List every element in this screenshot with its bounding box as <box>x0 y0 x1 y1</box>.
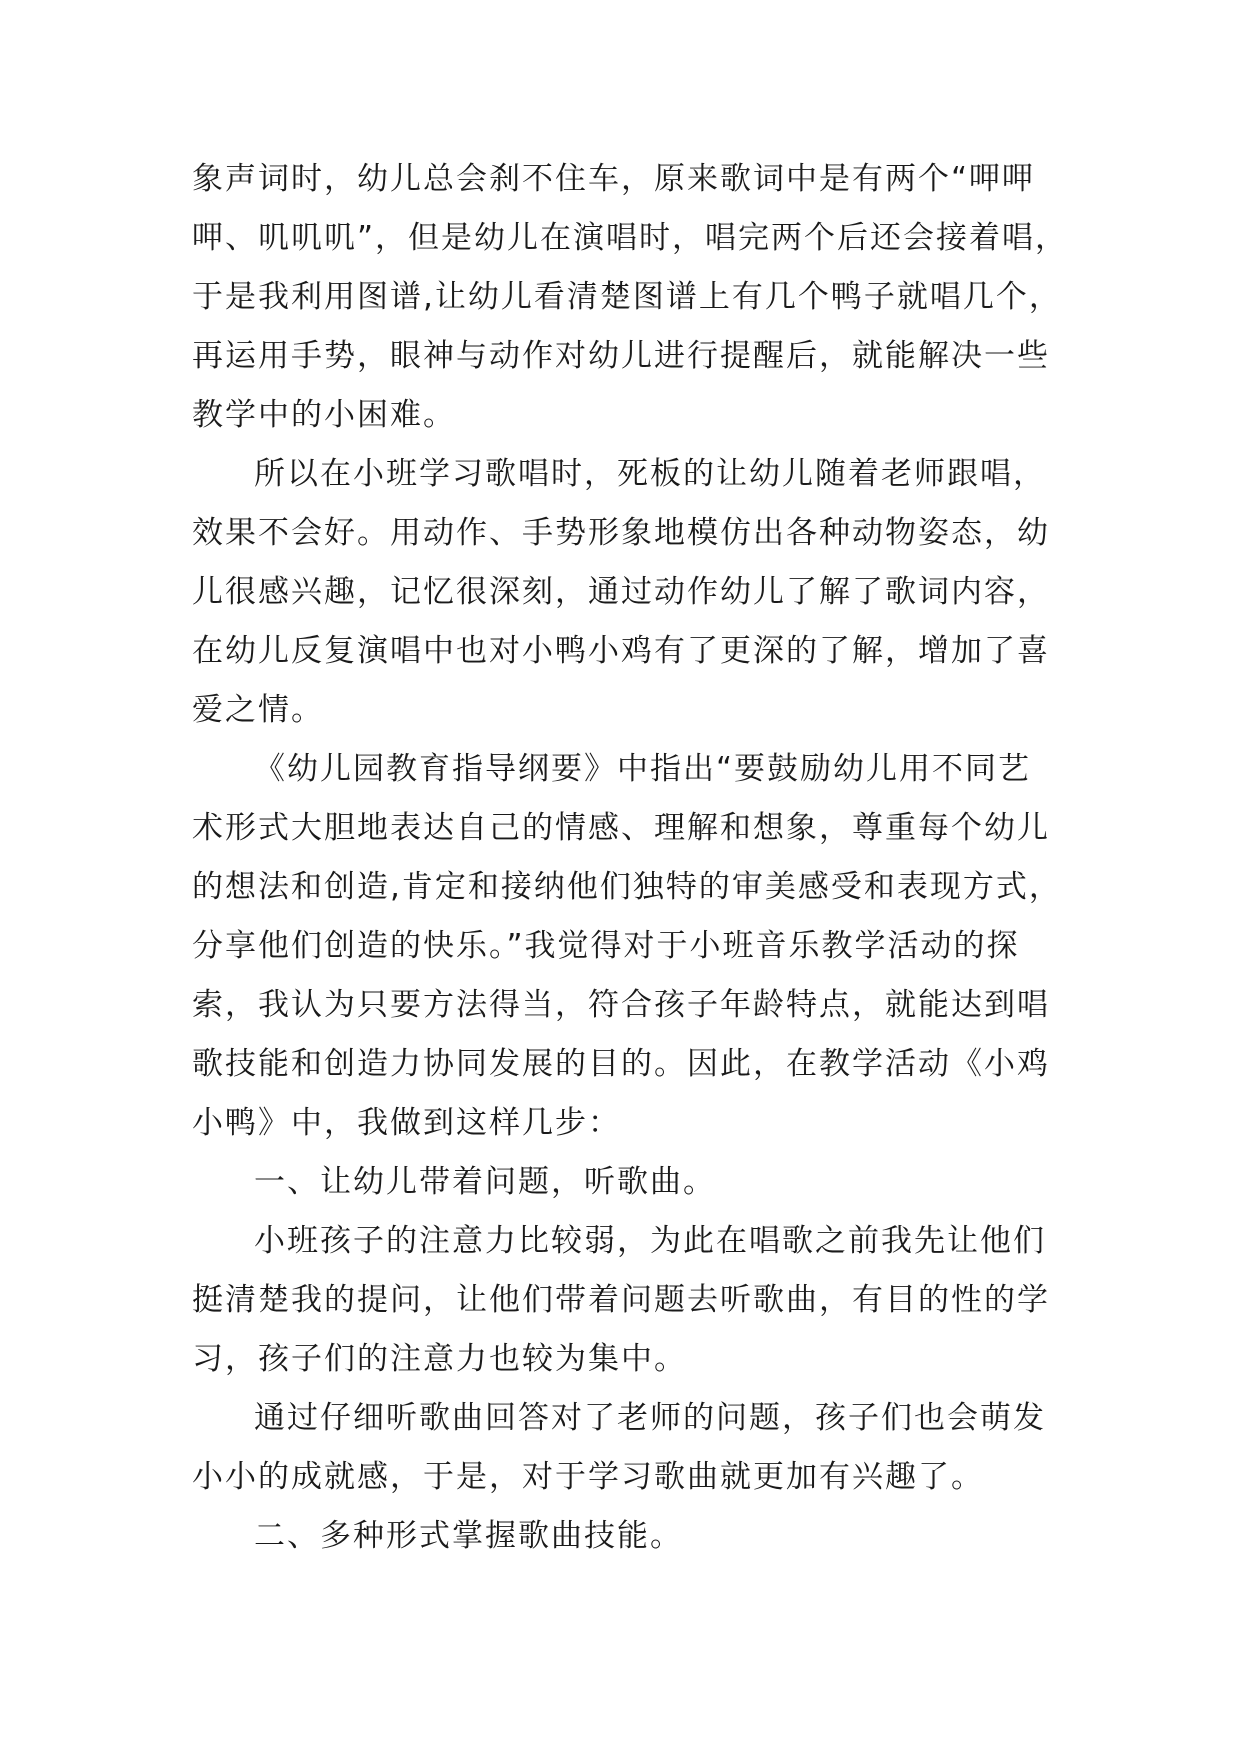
text-line: 教学中的小困难。 <box>192 397 456 433</box>
text-line: 索，我认为只要方法得当，符合孩子年龄特点，就能达到唱 <box>192 987 1050 1023</box>
text-line: 效果不会好。用动作、手势形象地模仿出各种动物姿态，幼 <box>192 515 1050 551</box>
text-line: 爱之情。 <box>192 692 324 728</box>
text-line: 象声词时，幼儿总会刹不住车，原来歌词中是有两个“呷呷 <box>192 161 1036 197</box>
text-line: 歌技能和创造力协同发展的目的。因此，在教学活动《小鸡 <box>192 1046 1050 1082</box>
paragraph-start-line: 《幼儿园教育指导纲要》中指出“要鼓励幼儿用不同艺 <box>254 751 1032 787</box>
text-line: 再运用手势，眼神与动作对幼儿进行提醒后，就能解决一些 <box>192 338 1050 374</box>
text-line: 分享他们创造的快乐。”我觉得对于小班音乐教学活动的探 <box>192 928 1020 964</box>
text-line: 在幼儿反复演唱中也对小鸭小鸡有了更深的了解，增加了喜 <box>192 633 1050 669</box>
text-line: 的想法和创造,肯定和接纳他们独特的审美感受和表现方式， <box>192 869 1062 905</box>
paragraph-start-line: 通过仔细听歌曲回答对了老师的问题，孩子们也会萌发 <box>254 1400 1046 1436</box>
paragraph-start-line: 小班孩子的注意力比较弱，为此在唱歌之前我先让他们 <box>254 1223 1046 1259</box>
text-line: 小小的成就感，于是，对于学习歌曲就更加有兴趣了。 <box>192 1459 984 1495</box>
text-line: 呷、叽叽叽”，但是幼儿在演唱时，唱完两个后还会接着唱， <box>192 220 1069 256</box>
paragraph-start-line: 所以在小班学习歌唱时，死板的让幼儿随着老师跟唱， <box>254 456 1046 492</box>
text-line: 小鸭》中，我做到这样几步： <box>192 1105 621 1141</box>
section-heading: 二、多种形式掌握歌曲技能。 <box>254 1518 683 1554</box>
section-heading: 一、让幼儿带着问题，听歌曲。 <box>254 1164 716 1200</box>
text-line: 儿很感兴趣，记忆很深刻，通过动作幼儿了解了歌词内容， <box>192 574 1050 610</box>
text-line: 术形式大胆地表达自己的情感、理解和想象，尊重每个幼儿 <box>192 810 1050 846</box>
body-text <box>192 150 1072 1566</box>
text-line: 挺清楚我的提问，让他们带着问题去听歌曲，有目的性的学 <box>192 1282 1050 1318</box>
text-line: 习，孩子们的注意力也较为集中。 <box>192 1341 687 1377</box>
text-line: 于是我利用图谱,让幼儿看清楚图谱上有几个鸭子就唱几个， <box>192 279 1062 315</box>
